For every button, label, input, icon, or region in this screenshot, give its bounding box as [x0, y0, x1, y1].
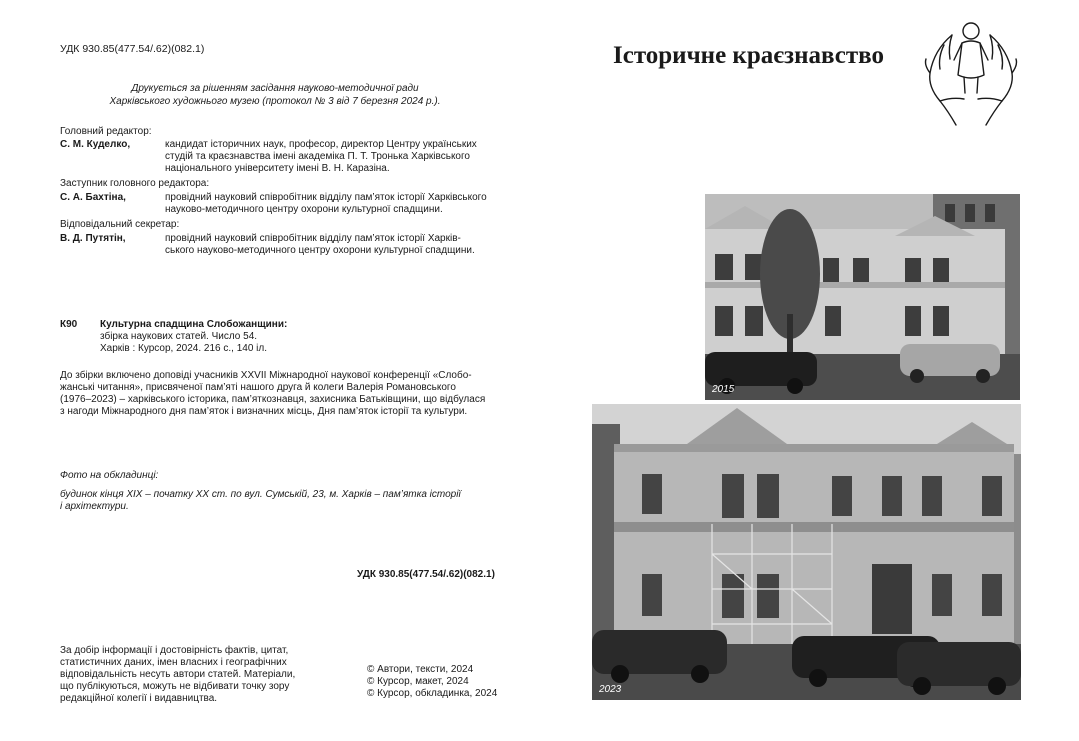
editor-role-chief: Головний редактор: — [60, 126, 152, 137]
editor-name-secretary: В. Д. Путятін, — [60, 233, 126, 244]
building-photo-2015 — [705, 194, 1020, 400]
editor-description-secretary: провідний науковий співробітник відділу пам’яток історії Харків- ського науково-методичного центру охорони культурної спадщини. — [165, 233, 475, 256]
disclaimer-text: За добір інформації і достовірність фактів, цитат, статистичних даних, імен власних і географічних відповідальність несуть автори статей. Матеріали, що публікуються, можуть не відбивати точку зору редакційної колегії і видавництва. — [60, 645, 296, 704]
catalog-details: збірка наукових статей. Число 54. Харків : Курсор, 2024. 216 с., 140 іл. — [100, 331, 268, 354]
cover-photo-caption: будинок кінця XIX – початку XX ст. по вул. Сумській, 23, м. Харків – пам’ятка історії і архітектури. — [60, 489, 461, 512]
editor-name-deputy: С. А. Бахтіна, — [60, 192, 126, 203]
abstract-text: До збірки включено доповіді учасників XXVII Міжнародної наукової конференції «Слобо- жанські читання», присвяченої пам’яті нашого друга й колеги Валерія Романовського (1976–2023) – харківського історика, пам’яткознавця, захисника Батьківщини, що відбулася з нагоди Міжнародного дня пам’яток і визначних місць, Дня пам’яток історії та культури. — [60, 370, 486, 417]
catalog-code: К90 — [60, 319, 78, 330]
cover-photo-label: Фото на обкладинці: — [60, 470, 159, 481]
series-title: Історичне краєзнавство — [613, 42, 885, 69]
copyright-cover: © Курсор, обкладинка, 2024 — [367, 688, 498, 699]
photo-year-2023: 2023 — [599, 684, 622, 695]
building-photo-2023 — [592, 404, 1021, 700]
editor-name-chief: С. М. Куделко, — [60, 139, 131, 150]
copyright-authors: © Автори, тексти, 2024 — [367, 664, 474, 675]
copyright-layout: © Курсор, макет, 2024 — [367, 676, 469, 687]
hands-holding-figure-icon — [922, 15, 1022, 135]
udk-code-top: УДК 930.85(477.54/.62)(082.1) — [60, 43, 205, 55]
udk-code-bottom: УДК 930.85(477.54/.62)(082.1) — [357, 569, 495, 580]
editor-description-chief: кандидат історичних наук, професор, директор Центру українських студій та краєзнавства імені академіка П. Т. Тронька Харківського національного університету імені В. Н. Каразіна. — [165, 139, 477, 174]
editor-description-deputy: провідний науковий співробітник відділу пам’яток історії Харківського науково-методичного центру охорони культурної спадщини. — [165, 192, 487, 215]
photo-year-2015: 2015 — [712, 384, 735, 395]
catalog-title: Культурна спадщина Слобожанщини: — [100, 319, 288, 330]
editor-role-secretary: Відповідальний секретар: — [60, 219, 180, 230]
approval-note: Друкується за рішенням засідання науково-методичної ради Харківського художнього музею (протокол № 3 від 7 березня 2024 р.). — [109, 83, 441, 107]
editor-role-deputy: Заступник головного редактора: — [60, 178, 210, 189]
